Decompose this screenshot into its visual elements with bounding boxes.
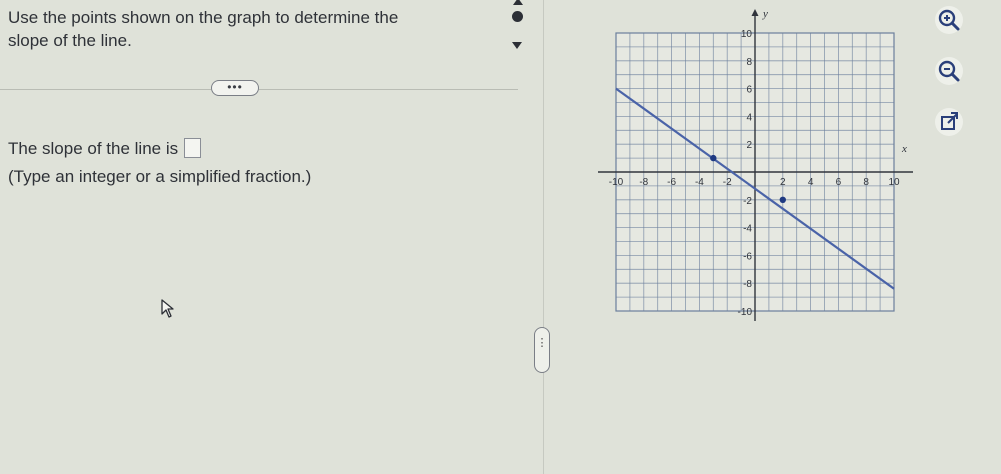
x-tick-label: 6 [835,177,842,188]
plotted-point [710,155,716,161]
scroll-position-dot[interactable] [512,11,523,22]
slope-answer-input[interactable] [184,138,201,158]
y-tick-label: -4 [743,223,752,235]
x-tick-label: -4 [694,177,704,188]
zoom-out-button[interactable] [935,57,963,85]
x-tick-label: -10 [608,177,624,188]
x-axis-label: x [902,143,907,155]
y-axis-label: y [763,8,768,20]
y-tick-label: -10 [737,307,752,318]
zoom-in-icon [935,6,963,34]
open-external-icon [935,108,963,136]
zoom-out-icon [935,57,963,85]
divider-left [0,89,211,90]
coordinate-graph [593,5,913,325]
answer-instruction: (Type an integer or a simplified fraction.) [8,167,312,186]
question-text [8,6,478,52]
answer-row [8,138,201,159]
mouse-cursor-icon [161,299,177,319]
question-line-1: Use the points shown on the graph to determine the [8,8,399,27]
y-tick-label: -6 [743,251,752,263]
y-axis-arrow-icon [752,9,759,16]
x-tick-label: -8 [639,177,649,188]
zoom-in-button[interactable] [935,6,963,34]
question-line-2: slope of the line. [8,31,132,50]
y-tick-label: -8 [743,279,752,291]
y-tick-label: 2 [746,140,752,152]
x-tick-label: 8 [863,177,869,188]
x-tick-label: -6 [667,177,677,188]
more-options-button[interactable]: ••• [211,80,259,96]
y-tick-label: 4 [746,112,752,124]
open-graph-button[interactable] [935,108,963,136]
y-tick-label: 6 [746,84,752,96]
x-tick-label: 4 [807,177,814,188]
x-tick-label: 2 [780,177,786,188]
x-tick-label: 10 [888,177,900,188]
panel-splitter-handle[interactable]: ⋮ [534,327,550,373]
y-tick-label: 8 [746,56,752,68]
answer-prompt: The slope of the line is [8,139,179,158]
x-tick-label: -2 [722,177,732,188]
panel-separator [543,0,544,474]
plotted-point [780,197,786,203]
divider-right [259,89,518,90]
scroll-up-arrow-icon[interactable] [513,0,523,5]
y-tick-label: -2 [743,195,752,207]
y-tick-label: 10 [740,29,752,40]
scroll-down-arrow-icon[interactable] [512,42,522,49]
